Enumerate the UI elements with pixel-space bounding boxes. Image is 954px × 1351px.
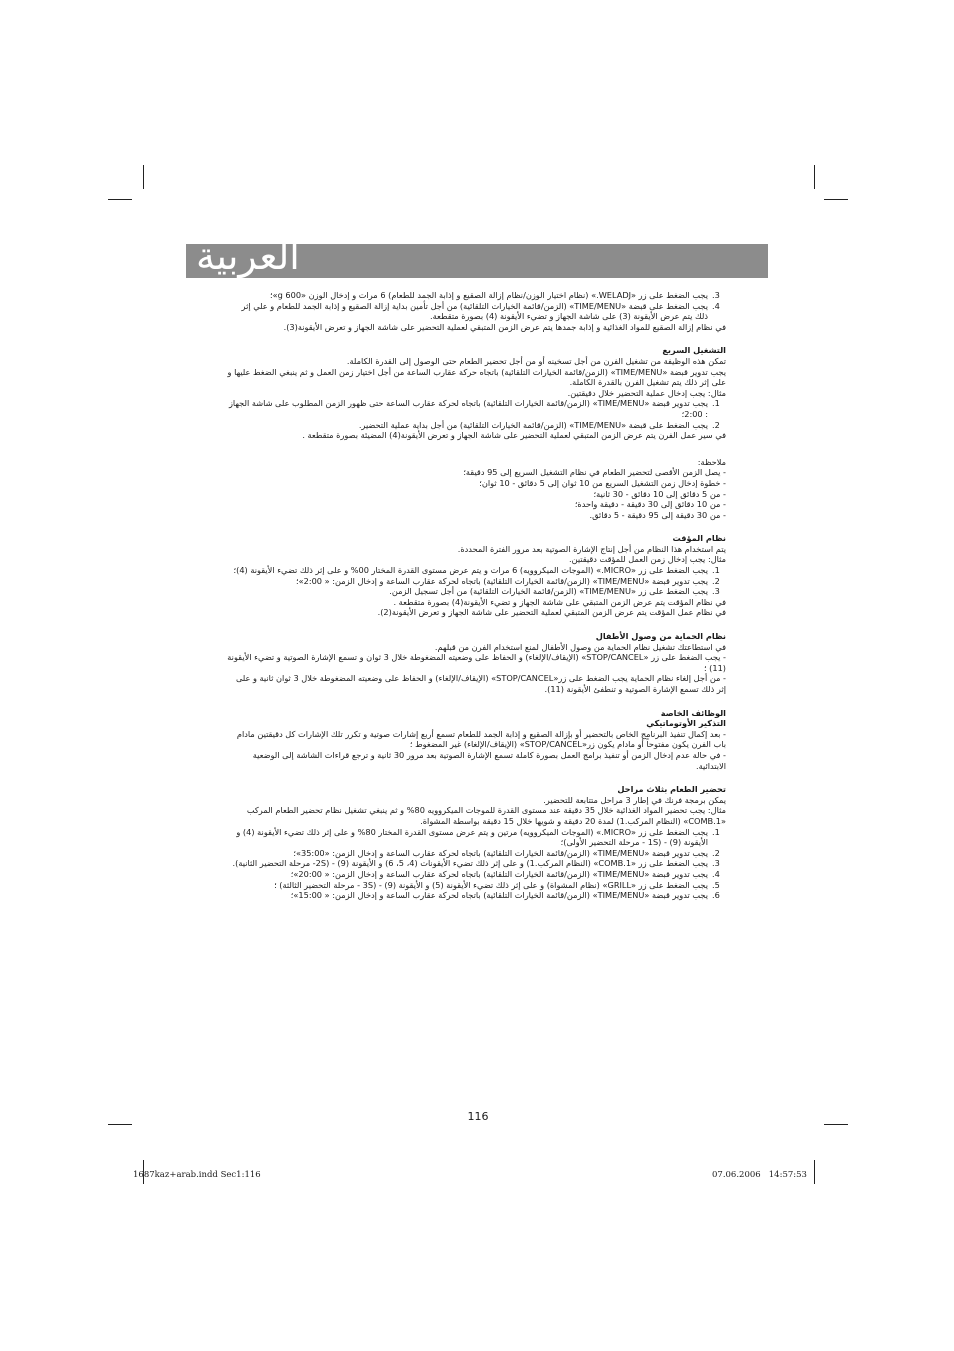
- list-item: 1. يجب الضغط على زر «MICRO.» (الموجات الميكروويه) مرتين و يتم عرض مستوى القدرة المختار 80% و على إثر ذلك تضيء الأيقونة (4) و الأيقونة (9) - (1S - مرحلة التحضير الأولى)؛: [236, 826, 720, 848]
- quick-start-section: [226, 345, 726, 440]
- page-content: [226, 290, 726, 901]
- list-item: 6. يجب تدوير قبضة «TIME/MENU» (الزمن/قائمة الخيارات التلقائية) باتجاه لحركة عقارب الساعة و إدخال الزمن: « 15:00»؛: [290, 890, 720, 901]
- paragraph: - من أجل إلغاء نظام الحماية يجب الضغط على زر«STOP/CANCEL» (الإيقاف/الإلغاء) و الحفاظ على وضعيته المضغوطة خلال 3 ثوان ثانية و على إثر ذلك تسمع الإشارة الصوتية و تنطفئ الأيقونة (11).: [235, 673, 726, 694]
- section-heading: التشغيل السريع: [662, 345, 726, 356]
- paragraph: مثال: يجب إدخال عملية التحضير خلال دقيقتين.: [567, 387, 726, 398]
- timer-section: [226, 533, 726, 618]
- list-item: 4. يجب تدوير قبضة «TIME/MENU» (الزمن/قائمة الخيارات التلقائية) باتجاه لحركة عقارب الساعة و إدخال الزمن: « 20:00»؛: [290, 868, 720, 879]
- special-functions-section: [226, 708, 726, 772]
- intro-steps: [226, 290, 726, 322]
- list-item: - يصل الزمن الأقصى لتحضير الطعام في نظام التشغيل السريع إلى 95 دقيقة؛: [463, 467, 726, 478]
- list-item: 2. يجب تدوير قبضة «TIME/MENU» (الزمن/قائمة الخيارات التلقائية) باتجاه لحركة عقارب الساعة و إدخال الزمن: « 2:00»؛: [296, 575, 720, 586]
- list-item: 1. يجب الضغط على زر «MICRO.» (الموجات الميكروويه) 6 مرات و يتم عرض مستوى القدرة المختار 00% و على إثر ذلك تضيء الأيقونة (4)؛: [233, 565, 720, 576]
- crop-mark: [143, 165, 144, 189]
- crop-mark: [108, 199, 132, 200]
- section-heading: نظام المؤقت: [672, 533, 726, 544]
- crop-mark: [814, 1160, 815, 1184]
- list-item: 1. يجب تدوير قبضة «TIME/MENU» (الزمن/قائمة الخيارات التلقائية) باتجاه لحركة عقارب الساعة حتى ظهور الزمن المطلوب على شاشة الجهاز : 2:00؛: [228, 398, 720, 419]
- footer-date-info: 07.06.2006 14:57:53: [712, 1170, 807, 1180]
- paragraph: مثال: يجب تحضير المواد الغذائية خلال 35 دقيقة عند مستوى القدرة للموجات الميكروويه 80% و ثم ينبغي تشغيل نظام تحضير الطعام المركب «COMB.1» (النظام المركب.1) لمدة 20 دقيقة و شويها خلال 15 دقيقة بواسطة المشواة.: [246, 805, 726, 826]
- list-item: 4. يجب الضغط على قبضة «TIME/MENU» (الزمن/قائمة الخيارات التلقائية) من أجل تأمين بداية إزالة الصقيع و إذابة الجمد للطعام و علي إثر ذلك يتم عرض الأيقونة (3) على شاشة الجهاز و تضيء الأيقونة (4) بصورة متقطعة.: [241, 300, 720, 322]
- list-item: 3. يجب الضغط على زر «TIME/MENU» (الزمن/قائمة الخيارات التلقائية) من أجل تسجيل الزمن.: [389, 586, 720, 597]
- crop-mark: [824, 1124, 848, 1125]
- three-stage-steps: [226, 827, 726, 901]
- section-heading: الوظائف الخاصة: [660, 707, 726, 718]
- list-item: - من 30 دقيقة إلى 95 دقيقة - 5 دقائق.: [589, 509, 726, 520]
- paragraph: في سير عمل الفرن يتم عرض الزمن المتبقي لعملية التحضير على شاشة الجهاز و تعرض الأيقونة(4) المضيئة بصورة متقطعة .: [302, 430, 726, 441]
- list-item: - خطوة إدخال زمن التشغيل السريع من 10 ثوان إلى 5 دقائق - 10 ثوان؛: [479, 477, 726, 488]
- crop-mark: [814, 165, 815, 189]
- crop-mark: [824, 199, 848, 200]
- section-heading: تحضير الطعام بثلاث مراحل: [617, 784, 726, 795]
- paragraph: يمكن برمجة فرنك في إطار 3 مراحل متتابعة للتحضير.: [543, 794, 726, 805]
- list-item: 2. يجب الضغط على قبضة «TIME/MENU» (الزمن/قائمة الخيارات التلقائية) من أجل بداية عملية التحضير.: [358, 419, 720, 430]
- paragraph: مثال: يجب إدخال زمن العمل للمؤقت دقيقتين.: [569, 554, 726, 565]
- language-header-bar: [186, 234, 768, 278]
- page-number: 116: [467, 1110, 489, 1123]
- three-stage-section: [226, 784, 726, 901]
- section-subheading: التذكير الأوتوماتيكي: [646, 718, 726, 729]
- paragraph: - يجب الضغط على زر «STOP/CANCEL» (الإيقاف/الإلغاء) و الحفاظ على وضعيته المضغوطة خلال 3 ثوان و تسمع الإشارة الصوتية و تضيء الأيقونة (11) ؛: [227, 652, 726, 673]
- list-item: 2. يجب تدوير قبضة «TIME/MENU» (الزمن/قائمة الخيارات التلقائية) باتجاه لحركة عقارب الساعة و إدخال الزمن: «35:00»؛: [293, 847, 720, 858]
- notes-list: [226, 467, 726, 520]
- section-heading: نظام الحماية من وصول الأطفال: [595, 631, 726, 642]
- footer-file-info: 1687kaz+arab.indd Sec1:116: [133, 1170, 261, 1180]
- crop-mark: [108, 1124, 132, 1125]
- paragraph: يجب تدوير قبضة «TIME/MENU» (الزمن/قائمة الخيارات التلقائية) باتجاه حركة عقارب الساعة من أجل اختيار زمن العمل و ثم ينبغي الضغط عليها و على إثر ذلك يتم تشغيل الفرن بالقدرة الكاملة.: [227, 366, 726, 388]
- language-title: العربية: [196, 234, 300, 278]
- child-lock-section: [226, 631, 726, 695]
- list-item: 3. يجب الضغط على زر «COMB.1» (النظام المركب.1) و على إثر ذلك تضيء الأيقونات (4، 5، 6) و الأيقونة (9) - (2S- مرحلة التحضير الثانية).: [232, 858, 720, 869]
- paragraph: في نظام عمل المؤقت يتم عرض الزمن المتبقي لعملية التحضير على شاشة الجهاز و تعرض الأيقونة(2).: [377, 607, 726, 618]
- list-item: - من 5 دقائق إلى 10 دقائق - 30 ثانية؛: [593, 488, 726, 499]
- paragraph: - في حالة عدم إدخال الزمن أو تنفيذ برامج العمل بصورة كاملة تسمع الإشارة الصوتية بعد مرور 30 ثانية و ترجع قراءات الشاشة إلى الوضعية الابتدائية.: [252, 749, 726, 771]
- paragraph: في نظام المؤقت يتم عرض الزمن المتبقي على شاشة الجهاز و تضيء الأيقونة(4) بصورة متقطعة .: [393, 596, 726, 607]
- paragraph: يتم استخدام هذا النظام من أجل إنتاج الإشارة الصوتية بعد مرور الفترة المحددة.: [457, 543, 726, 554]
- paragraph: في استطاعتك تشغيل نظام الحماية من وصول الأطفال لمنع استخدام الفرن من قبلهم.: [434, 641, 726, 652]
- paragraph: - بعد إكمال تنفيذ البرنامج الخاص بالتحضير أو بإزالة الصقيع و إذابة الجمد للطعام تسمع أربع إشارات صوتية و تكرر تلك الإشارات كل دقيقتين مادام باب الفرن يكون مفتوحاً أو مادام يكون زر«STOP/CANCEL» (الإيقاف/الإلغاء) غير المضغوط ؛: [236, 728, 726, 750]
- list-item: 5. يجب الضغط على زر «GRILL» (نظام المشواة) و على إثر ذلك تضيء الأيقونة (5) و الأيقونة (9) - (3S - مرحلة التحضير الثالثة) ؛: [274, 879, 720, 890]
- list-item: - من 10 دقائق إلى 30 دقيقة - دقيقة واحدة؛: [574, 499, 726, 510]
- paragraph: تمكن هذه الوظيفة من تشغيل الفرن من أجل تسخينه أو من أجل تحضير الطعام حتى الوصول إلى القدرة الكاملة.: [346, 355, 726, 366]
- quick-start-steps: [226, 398, 726, 430]
- intro-after-text: في نظام إزالة الصقيع للمواد الغذائية و إذابة جمدها يتم عرض الزمن المتبقي لعملية التحضير على شاشة الجهاز و تعرض الأيقونة(3).: [283, 321, 726, 332]
- list-item: 3. يجب الضغط على زر «WELADJ.» (نظام اختيار الوزن/نظام إزالة الصقيع و إذابة الجمد للطعام) 6 مرات و إدخال الوزن «g 600»؛: [269, 290, 720, 300]
- notes-section: [226, 457, 726, 521]
- notes-heading: ملاحظة:: [697, 456, 726, 467]
- timer-steps: [226, 565, 726, 597]
